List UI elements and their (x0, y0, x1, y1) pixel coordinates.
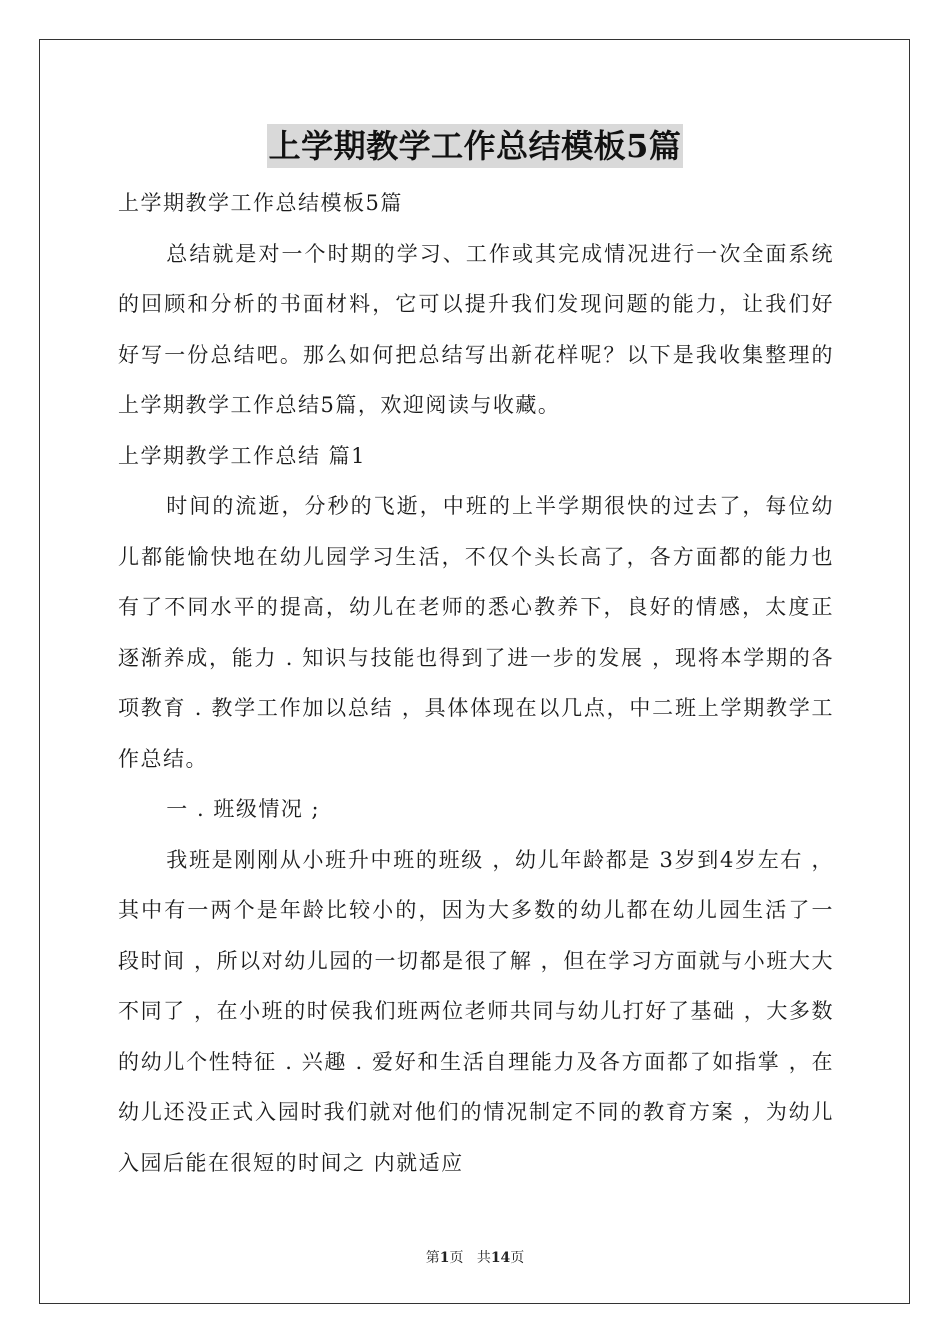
page-footer (0, 1247, 950, 1267)
document-title: 上学期教学工作总结模板5篇 (267, 124, 684, 168)
subsection-heading: 一 . 班级情况 ; (166, 797, 321, 821)
total-prefix: 共 (476, 1250, 491, 1266)
page-prefix: 第 (425, 1250, 440, 1266)
subtitle-line: 上学期教学工作总结模板5篇 (118, 191, 403, 215)
body-paragraph: 我班是刚刚从小班升中班的班级 ，幼儿年龄都是 3岁到4岁左右 ，其中有一两个是年龄比较小的，因为大多数的幼儿都在幼儿园生活了一段时间 ，所以对幼儿园的一切都是很了解 ，但在学习方面就与小班大大不同了 ，在小班的时侯我们班两位老师共同与幼儿打好了基础 ，大多数的幼儿个性特征 . 兴趣 . 爱好和生活自理能力及各方面都了如指掌 ，在幼儿还没正式入园时我们就对他们的情况制定不同的教育方案 ，为幼儿入园后能在很短的时间之 内就适应 (118, 847, 834, 1175)
document-body (118, 178, 834, 1188)
section-heading: 上学期教学工作总结 篇1 (118, 443, 367, 468)
page-suffix: 页 (449, 1250, 464, 1266)
page-total: 14 (490, 1250, 511, 1266)
total-suffix: 页 (510, 1250, 525, 1266)
body-paragraph: 时间的流逝，分秒的飞逝，中班的上半学期很快的过去了，每位幼儿都能愉快地在幼儿园学习生活，不仅个头长高了，各方面都的能力也有了不同水平的提高，幼儿在老师的悉心教养下，良好的情感，太度正逐渐养成，能力 . 知识与技能也得到了进一步的发展 ，现将本学期的各项教育 . 教学工作加以总结 ，具体体现在以几点，中二班上学期教学工作总结。 (118, 494, 834, 771)
title-container (0, 124, 950, 168)
intro-paragraph: 总结就是对一个时期的学习、工作或其完成情况进行一次全面系统的回顾和分析的书面材料，它可以提升我们发现问题的能力，让我们好好写一份总结吧。那么如何把总结写出新花样呢？以下是我收集整理的上学期教学工作总结5篇，欢迎阅读与收藏。 (118, 241, 834, 417)
page-current: 1 (439, 1250, 450, 1266)
